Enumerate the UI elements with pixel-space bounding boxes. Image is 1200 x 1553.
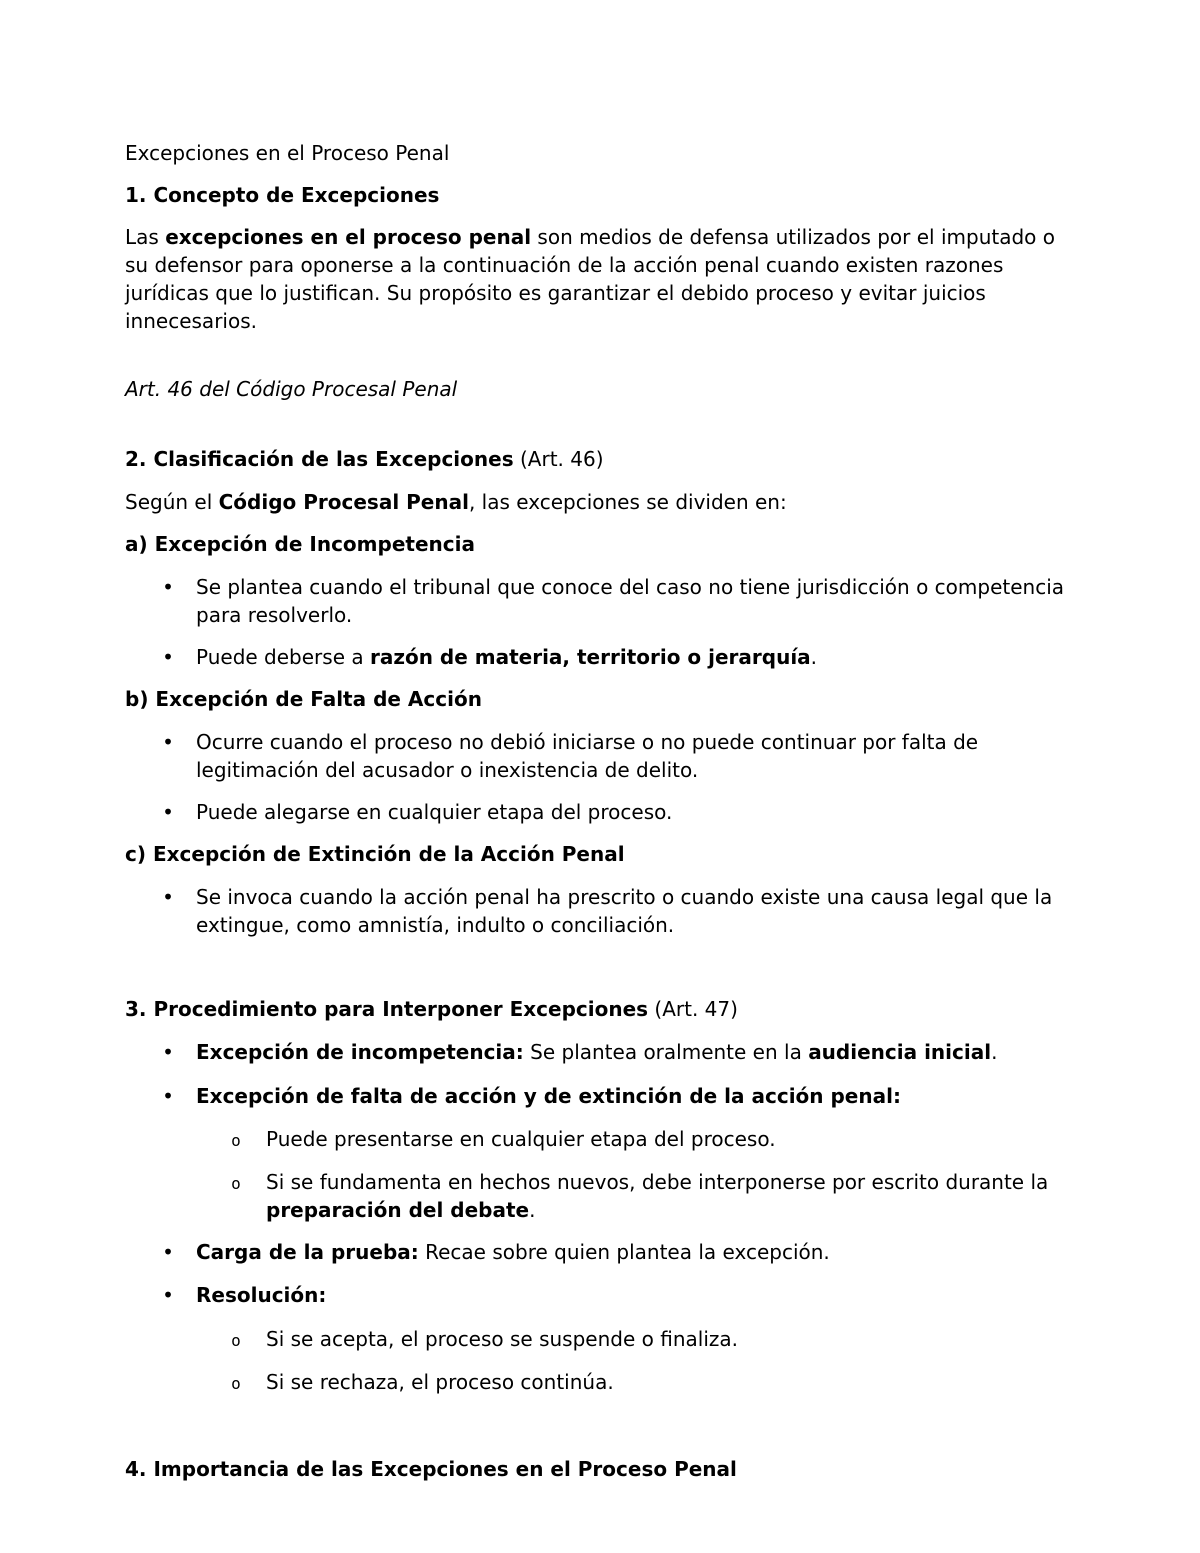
subsection-a-heading: a) Excepción de Incompetencia (125, 532, 475, 556)
list-item: • Puede deberse a razón de materia, territorio o jerarquía. (196, 643, 1076, 671)
sub-list-item: o Si se rechaza, el proceso continúa. (266, 1368, 1076, 1396)
sub-bullet-icon: o (231, 1331, 241, 1350)
list-item: • Carga de la prueba: Recae sobre quien plantea la excepción. (196, 1238, 1076, 1266)
bullet-icon: • (162, 1084, 174, 1108)
bullet-icon: • (162, 730, 174, 754)
sub-bullet-icon: o (231, 1131, 241, 1150)
article-reference: Art. 46 del Código Procesal Penal (125, 377, 458, 401)
section-4-heading: 4. Importancia de las Excepciones en el Proceso Penal (125, 1457, 737, 1481)
list-item: • Se plantea cuando el tribunal que conoce del caso no tiene jurisdicción o competencia para resolverlo. (196, 573, 1076, 629)
section-2-intro: Según el Código Procesal Penal, las excepciones se dividen en: (125, 490, 787, 514)
section-1-paragraph: Las excepciones en el proceso penal son medios de defensa utilizados por el imputado o su defensor para oponerse a la continuación de la acción penal cuando existen razones jurídicas que lo justifican. Su propósito es garantizar el debido proceso y evitar juicios innecesarios. (125, 225, 1056, 333)
bullet-icon: • (162, 1283, 174, 1307)
list-item: • Excepción de falta de acción y de extinción de la acción penal: (196, 1082, 1076, 1110)
section-3-heading: 3. Procedimiento para Interponer Excepciones (Art. 47) (125, 997, 738, 1021)
document-title: Excepciones en el Proceso Penal (125, 141, 450, 165)
sub-list-item: o Si se acepta, el proceso se suspende o finaliza. (266, 1325, 1076, 1353)
list-item: • Excepción de incompetencia: Se plantea oralmente en la audiencia inicial. (196, 1038, 1076, 1066)
list-item: • Resolución: (196, 1281, 1076, 1309)
bullet-icon: • (162, 645, 174, 669)
subsection-c-heading: c) Excepción de Extinción de la Acción Penal (125, 842, 625, 866)
bullet-icon: • (162, 1240, 174, 1264)
list-item: • Se invoca cuando la acción penal ha prescrito o cuando existe una causa legal que la extingue, como amnistía, indulto o conciliación. (196, 883, 1076, 939)
section-1-heading: 1. Concepto de Excepciones (125, 183, 440, 207)
bullet-icon: • (162, 800, 174, 824)
subsection-b-heading: b) Excepción de Falta de Acción (125, 687, 482, 711)
list-item: • Puede alegarse en cualquier etapa del proceso. (196, 798, 1076, 826)
sub-list-item: o Si se fundamenta en hechos nuevos, debe interponerse por escrito durante la preparación del debate. (266, 1168, 1076, 1224)
bullet-icon: • (162, 575, 174, 599)
list-item: • Ocurre cuando el proceso no debió iniciarse o no puede continuar por falta de legitimación del acusador o inexistencia de delito. (196, 728, 1076, 784)
sub-list-item: o Puede presentarse en cualquier etapa del proceso. (266, 1125, 1076, 1153)
bullet-icon: • (162, 1040, 174, 1064)
sub-bullet-icon: o (231, 1374, 241, 1393)
section-2-heading: 2. Clasificación de las Excepciones (Art. 46) (125, 447, 604, 471)
sub-bullet-icon: o (231, 1174, 241, 1193)
bullet-icon: • (162, 885, 174, 909)
